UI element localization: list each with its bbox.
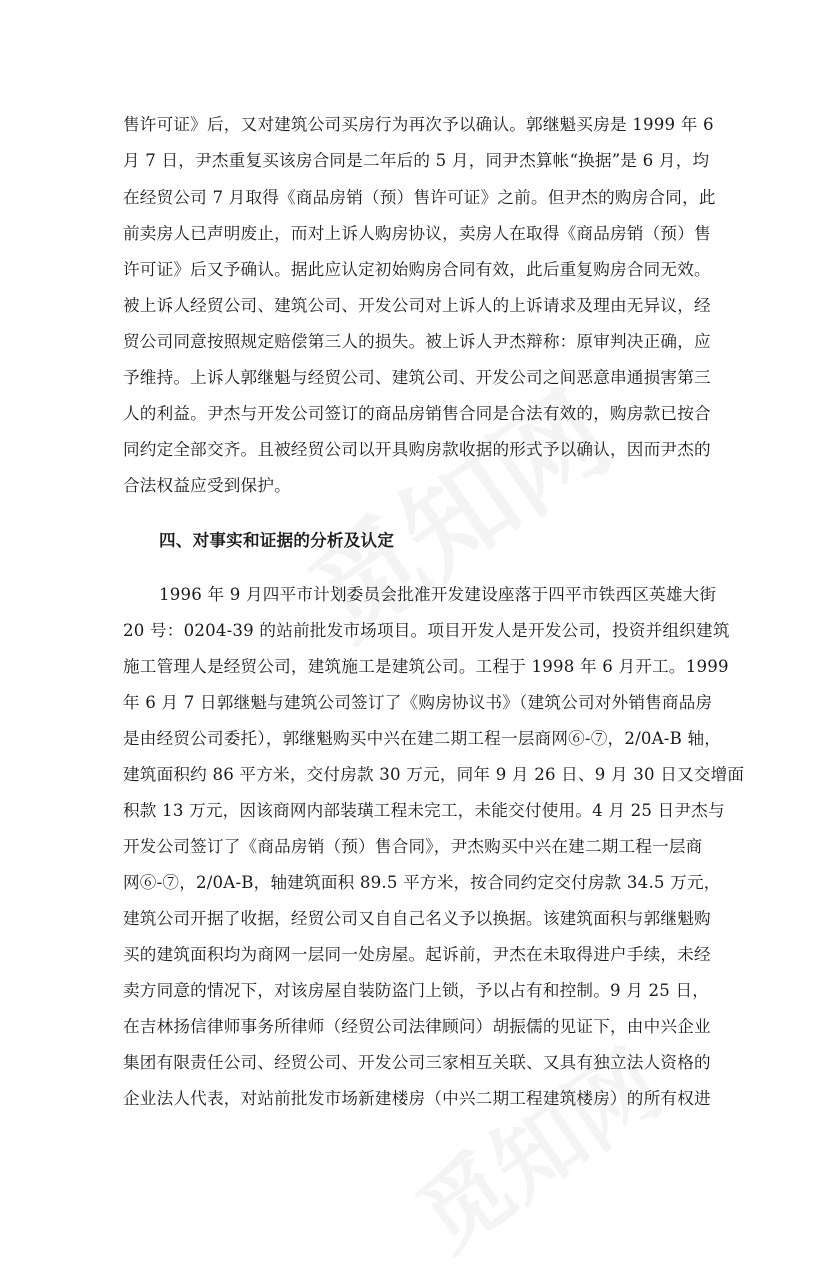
paragraph-line: 月 7 日，尹杰重复买该房合同是二年后的 5 月，同尹杰算帐“换据”是 6 月，均 — [123, 151, 710, 170]
paragraph-line: 企业法人代表，对站前批发市场新建楼房（中兴二期工程建筑楼房）的所有权进 — [123, 1089, 711, 1108]
paragraph-line: 年 6 月 7 日郭继魁与建筑公司签订了《购房协议书》（建筑公司对外销售商品房 — [123, 693, 713, 712]
paragraph-line: 在吉林扬信律师事务所律师（经贸公司法律顾问）胡振儒的见证下，由中兴企业 — [123, 1017, 711, 1036]
paragraph-line: 人的利益。尹杰与开发公司签订的商品房销售合同是合法有效的，购房款已按合 — [123, 404, 711, 423]
paragraph-line: 建筑面积约 86 平方米，交付房款 30 万元，同年 9 月 26 日、9 月 30 日又交增面 — [123, 765, 745, 784]
paragraph-line: 网⑥-⑦，2/0A-B，轴建筑面积 89.5 平方米，按合同约定交付房款 34.5 万元， — [123, 873, 721, 892]
paragraph-line: 积款 13 万元，因该商网内部装璜工程未完工，未能交付使用。4 月 25 日尹杰与 — [123, 801, 725, 820]
paragraph-line: 贸公司同意按照规定赔偿第三人的损失。被上诉人尹杰辩称：原审判决正确，应 — [123, 332, 711, 351]
paragraph-line: 20 号：0204-39 的站前批发市场项目。项目开发人是开发公司，投资并组织建筑 — [123, 621, 730, 640]
paragraph-line: 售许可证》后，又对建筑公司买房行为再次予以确认。郭继魁买房是 1999 年 6 — [123, 115, 714, 134]
paragraph-line: 被上诉人经贸公司、建筑公司、开发公司对上诉人的上诉请求及理由无异议，经 — [123, 296, 711, 315]
paragraph-line: 卖方同意的情况下，对该房屋自装防盗门上锁，予以占有和控制。9 月 25 日， — [123, 981, 710, 1000]
section-heading: 四、对事实和证据的分析及认定 — [159, 530, 395, 550]
paragraph-line: 开发公司签订了《商品房销（预）售合同》，尹杰购买中兴在建二期工程一层商 — [123, 837, 703, 856]
paragraph-line: 建筑公司开据了收据，经贸公司又自自己名义予以换据。该建筑面积与郭继魁购 — [123, 909, 711, 928]
paragraph-line: 合法权益应受到保护。 — [123, 476, 291, 495]
paragraph-line: 施工管理人是经贸公司，建筑施工是建筑公司。工程于 1998 年 6 月开工。1999 — [123, 657, 729, 676]
paragraph-line: 是由经贸公司委托），郭继魁购买中兴在建二期工程一层商网⑥-⑦，2/0A-B 轴， — [123, 729, 722, 748]
paragraph-line: 1996 年 9 月四平市计划委员会批准开发建设座落于四平市铁西区英雄大街 — [159, 585, 717, 604]
paragraph-line: 在经贸公司 7 月取得《商品房销（预）售许可证》之前。但尹杰的购房合同，此 — [123, 188, 716, 207]
paragraph-line: 前卖房人已声明废止，而对上诉人购房协议，卖房人在取得《商品房销（预）售 — [123, 224, 711, 243]
paragraph-line: 予维持。上诉人郭继魁与经贸公司、建筑公司、开发公司之间恶意串通损害第三 — [123, 368, 711, 387]
paragraph-line: 集团有限责任公司、经贸公司、开发公司三家相互关联、又具有独立法人资格的 — [123, 1053, 711, 1072]
paragraph-line: 买的建筑面积均为商网一层同一处房屋。起诉前，尹杰在未取得进户手续，未经 — [123, 945, 711, 964]
paragraph-line: 同约定全部交齐。且被经贸公司以开具购房款收据的形式予以确认，因而尹杰的 — [123, 440, 711, 459]
paragraph-line: 许可证》后又予确认。据此应认定初始购房合同有效，此后重复购房合同无效。 — [123, 260, 711, 279]
